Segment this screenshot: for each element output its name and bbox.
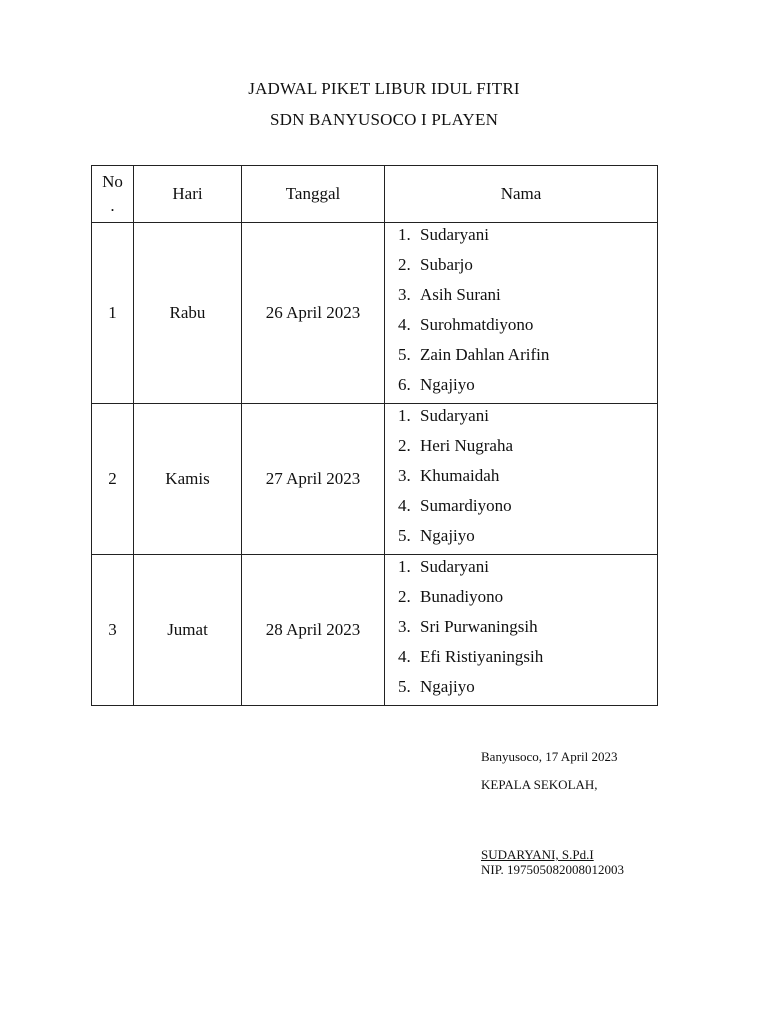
list-item-name: Efi Ristiyaningsih (420, 647, 544, 666)
header-no-label: No (102, 172, 123, 191)
list-item-name: Subarjo (420, 255, 473, 274)
row-nama (385, 555, 658, 706)
list-item (398, 313, 657, 343)
list-item-name: Sri Purwaningsih (420, 617, 538, 636)
list-item-number: 5. (398, 677, 411, 696)
list-item (398, 343, 657, 373)
header-tanggal: Tanggal (242, 166, 385, 223)
list-item (398, 223, 657, 253)
list-item (398, 615, 657, 645)
signer-nip: NIP. 197505082008012003 (481, 862, 625, 877)
name-list (385, 404, 657, 554)
list-item (398, 555, 657, 585)
row-hari: Jumat (134, 555, 242, 706)
list-item-name: Asih Surani (420, 285, 501, 304)
list-item-name: Bunadiyono (420, 587, 504, 606)
list-item-number: 6. (398, 375, 411, 394)
list-item (398, 494, 657, 524)
list-item-number: 5. (398, 526, 411, 545)
name-list (385, 223, 657, 403)
list-item-number: 2. (398, 587, 411, 606)
row-tanggal: 28 April 2023 (242, 555, 385, 706)
list-item (398, 283, 657, 313)
list-item-number: 5. (398, 345, 411, 364)
list-item-name: Surohmatdiyono (420, 315, 534, 334)
list-item-name: Ngajiyo (420, 526, 475, 545)
list-item (398, 253, 657, 283)
table-row (92, 404, 658, 555)
row-hari: Kamis (134, 404, 242, 555)
list-item-number: 1. (398, 406, 411, 425)
name-list (385, 555, 657, 705)
row-nama (385, 404, 658, 555)
document-title: JADWAL PIKET LIBUR IDUL FITRI (248, 79, 520, 98)
signature-role: KEPALA SEKOLAH, (481, 777, 598, 792)
list-item-name: Heri Nugraha (420, 436, 513, 455)
list-item-number: 1. (398, 225, 411, 244)
row-no: 1 (92, 223, 134, 404)
list-item (398, 434, 657, 464)
list-item-name: Sudaryani (420, 406, 489, 425)
list-item-number: 3. (398, 285, 411, 304)
list-item (398, 373, 657, 403)
row-tanggal: 27 April 2023 (242, 404, 385, 555)
list-item (398, 404, 657, 434)
list-item-number: 4. (398, 315, 411, 334)
list-item (398, 524, 657, 554)
row-nama (385, 223, 658, 404)
table-body (92, 223, 658, 706)
list-item-number: 4. (398, 496, 411, 515)
signer-name: SUDARYANI, S.Pd.I (481, 847, 594, 862)
header-nama: Nama (385, 166, 658, 223)
schedule-table (91, 165, 658, 706)
school-name: SDN BANYUSOCO I PLAYEN (269, 110, 499, 129)
list-item-number: 4. (398, 647, 411, 666)
row-hari: Rabu (134, 223, 242, 404)
header-no-dot: . (110, 196, 115, 215)
list-item (398, 464, 657, 494)
list-item-name: Zain Dahlan Arifin (420, 345, 550, 364)
table-header-row (92, 166, 658, 223)
row-no: 3 (92, 555, 134, 706)
list-item-number: 3. (398, 617, 411, 636)
row-no: 2 (92, 404, 134, 555)
list-item-name: Sudaryani (420, 557, 489, 576)
list-item-number: 3. (398, 466, 411, 485)
list-item-number: 2. (398, 255, 411, 274)
header-no (92, 166, 134, 223)
row-tanggal: 26 April 2023 (242, 223, 385, 404)
list-item-number: 2. (398, 436, 411, 455)
list-item-name: Sumardiyono (420, 496, 512, 515)
list-item-name: Khumaidah (420, 466, 500, 485)
list-item-name: Sudaryani (420, 225, 489, 244)
list-item-number: 1. (398, 557, 411, 576)
header-hari: Hari (134, 166, 242, 223)
list-item (398, 645, 657, 675)
list-item-name: Ngajiyo (420, 375, 475, 394)
table-row (92, 223, 658, 404)
list-item-name: Ngajiyo (420, 677, 475, 696)
table-row (92, 555, 658, 706)
signature-place-date: Banyusoco, 17 April 2023 (481, 749, 618, 764)
list-item (398, 585, 657, 615)
list-item (398, 675, 657, 705)
